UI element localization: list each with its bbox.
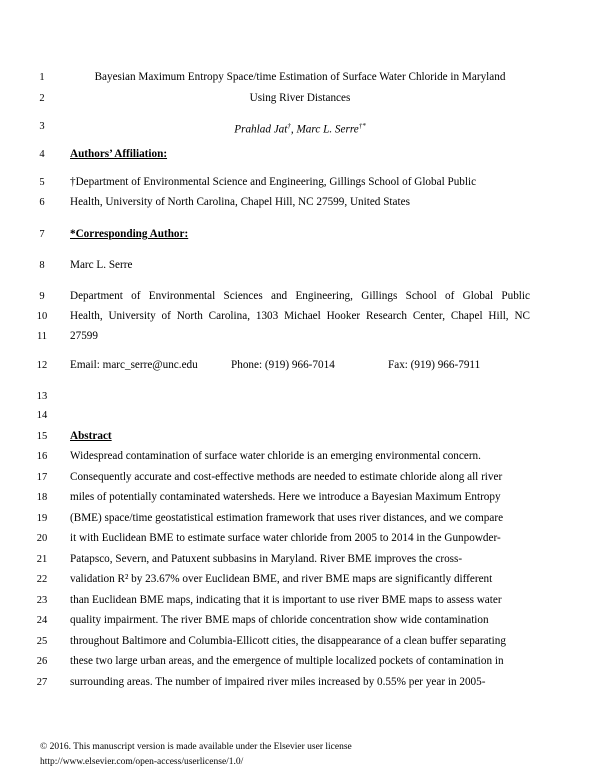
affiliation-line-2: Health, University of North Carolina, Chapel Hill, NC 27599, United States [70,196,410,208]
abstract-line: it with Euclidean BME to estimate surface water chloride from 2005 to 2014 in the Gunpowder- [70,532,501,544]
corresponding-dept-line-3: 27599 [70,330,98,342]
corresponding-heading: *Corresponding Author: [70,228,189,240]
abstract-line: Consequently accurate and cost-effective methods are needed to estimate chloride along all river [70,471,503,483]
abstract-line: Patapsco, Severn, and Patuxent subbasins in Maryland. River BME improves the cross- [70,553,463,565]
line-number: 11 [36,331,48,342]
author-2: Marc L. Serre [296,123,359,136]
line-number: 15 [36,431,48,442]
license-link[interactable]: http://www.elsevier.com/open-access/userlicense/1.0/ [40,757,244,767]
line-number: 19 [36,513,48,524]
author-1: Prahlad Jat [234,123,288,136]
corresponding-dept-line-1: Department of Environmental Sciences and Engineering, Gillings School of Global Public [70,290,530,302]
abstract-line: these two large urban areas, and the emergence of multiple localized pockets of contamination in [70,655,504,667]
author-2-mark: †* [358,122,366,130]
paper-title-line-2: Using River Distances [249,92,351,104]
line-number: 16 [36,451,48,462]
abstract-line: miles of potentially contaminated watersheds. Here we introduce a Bayesian Maximum Entropy [70,491,501,503]
line-number: 17 [36,472,48,483]
abstract-line: validation R² by 23.67% over Euclidean BME, and river BME maps are significantly different [70,573,493,585]
affiliation-line-1: †Department of Environmental Science and Engineering, Gillings School of Global Public [70,176,477,188]
line-number: 25 [36,636,48,647]
abstract-line: throughout Baltimore and Columbia-Ellicott cities, the disappearance of a clean buffer separating [70,635,506,647]
contact-phone: Phone: (919) 966-7014 [231,359,335,371]
line-number: 3 [39,121,45,132]
abstract-line: than Euclidean BME maps, indicating that it is important to use river BME maps to assess water [70,594,502,606]
line-number: 6 [39,197,45,208]
line-number: 26 [36,656,48,667]
affiliation-heading: Authors’ Affiliation: [70,148,168,160]
abstract-heading: Abstract [70,430,112,442]
abstract-line: surrounding areas. The number of impaired river miles increased by 0.55% per year in 2005- [70,676,486,688]
line-number: 27 [36,677,48,688]
line-number: 18 [36,492,48,503]
line-number: 12 [36,360,48,371]
author-separator: , [290,123,297,136]
paper-title-line-1: Bayesian Maximum Entropy Space/time Estimation of Surface Water Chloride in Maryland [94,71,506,83]
line-number: 14 [36,410,48,421]
author-line [70,120,530,137]
abstract-line: Widespread contamination of surface water chloride is an emerging environmental concern. [70,450,481,462]
line-number: 4 [39,149,45,160]
contact-fax: Fax: (919) 966-7911 [388,359,481,371]
contact-email: Email: marc_serre@unc.edu [70,359,198,371]
line-number: 22 [36,574,48,585]
line-number: 23 [36,595,48,606]
line-number: 2 [39,93,45,104]
line-number: 9 [39,291,45,302]
abstract-line: (BME) space/time geostatistical estimation framework that uses river distances, and we compare [70,512,504,524]
line-number: 21 [36,554,48,565]
line-number: 10 [36,311,48,322]
line-number: 5 [39,177,45,188]
line-number: 20 [36,533,48,544]
line-number: 24 [36,615,48,626]
author-1-mark: † [287,122,291,130]
abstract-line: quality impairment. The river BME maps of chloride concentration show wide contamination [70,614,489,626]
line-number: 8 [39,260,45,271]
line-number: 7 [39,229,45,240]
line-number: 13 [36,391,48,402]
corresponding-name: Marc L. Serre [70,259,133,271]
license-notice: © 2016. This manuscript version is made available under the Elsevier user license [40,742,352,752]
line-number: 1 [39,72,45,83]
corresponding-dept-line-2: Health, University of North Carolina, 1303 Michael Hooker Research Center, Chapel Hill, NC [70,310,530,322]
